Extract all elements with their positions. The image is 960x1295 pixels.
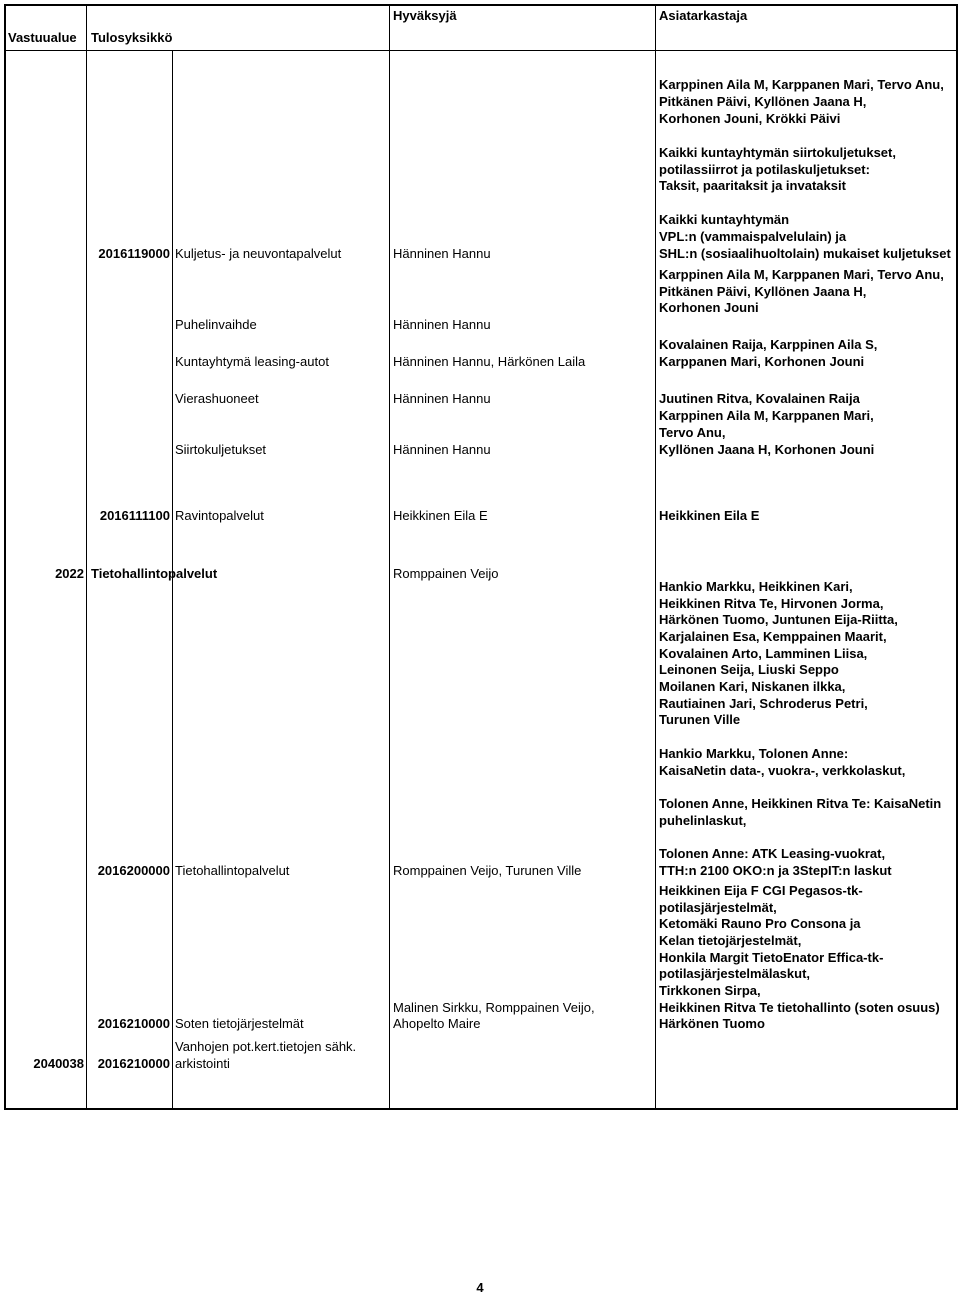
checker-line: potilasjärjestelmälaskut, bbox=[659, 966, 811, 981]
unit-name: Soten tietojärjestelmät bbox=[175, 1016, 304, 1031]
checker-line: Pitkänen Päivi, Kyllönen Jaana H, bbox=[659, 94, 867, 109]
unit-name: Siirtokuljetukset bbox=[175, 442, 267, 457]
unit-name: Vanhojen pot.kert.tietojen sähk. bbox=[175, 1039, 357, 1054]
header-divider bbox=[4, 50, 958, 51]
checker-line: Heikkinen Eila E bbox=[659, 508, 760, 523]
checker-line: SHL:n (sosiaalihuoltolain) mukaiset kuljetukset bbox=[659, 246, 951, 261]
checker-line: Kaikki kuntayhtymän bbox=[659, 212, 790, 227]
checker-line: Tolonen Anne: ATK Leasing-vuokrat, bbox=[659, 846, 886, 861]
approver: Ahopelto Maire bbox=[393, 1016, 481, 1031]
unit-name: Ravintopalvelut bbox=[175, 508, 264, 523]
checker-line: Heikkinen Ritva Te, Hirvonen Jorma, bbox=[659, 596, 884, 611]
approver: Romppainen Veijo, Turunen Ville bbox=[393, 863, 582, 878]
checker-line: KaisaNetin data-, vuokra-, verkkolaskut, bbox=[659, 763, 906, 778]
unit-name: Kuljetus- ja neuvontapalvelut bbox=[175, 246, 342, 261]
checker-line: Tolonen Anne, Heikkinen Ritva Te: KaisaNetin bbox=[659, 796, 942, 811]
checker-line: Karppinen Aila M, Karppanen Mari, bbox=[659, 408, 874, 423]
unit-code: 2016119000 bbox=[98, 246, 170, 261]
checker-line: Karppanen Mari, Korhonen Jouni bbox=[659, 354, 865, 369]
checker-line: Hankio Markku, Tolonen Anne: bbox=[659, 746, 849, 761]
unit-name: Vierashuoneet bbox=[175, 391, 259, 406]
header-asiatarkastaja: Asiatarkastaja bbox=[659, 8, 748, 23]
checker-line: Heikkinen Ritva Te tietohallinto (soten osuus) bbox=[659, 1000, 940, 1015]
checker-line: Kelan tietojärjestelmät, bbox=[659, 933, 802, 948]
area-code: 2040038 bbox=[33, 1056, 84, 1071]
checker-line: Karppinen Aila M, Karppanen Mari, Tervo Anu, bbox=[659, 77, 944, 92]
header-vastuualue: Vastuualue bbox=[8, 30, 77, 45]
approver: Romppainen Veijo bbox=[393, 566, 499, 581]
checker-line: Kovalainen Raija, Karppinen Aila S, bbox=[659, 337, 878, 352]
checker-line: VPL:n (vammaispalvelulain) ja bbox=[659, 229, 847, 244]
checker-line: Leinonen Seija, Liuski Seppo bbox=[659, 662, 839, 677]
checker-line: Juutinen Ritva, Kovalainen Raija bbox=[659, 391, 860, 406]
approver: Hänninen Hannu bbox=[393, 317, 491, 332]
area-code: 2022 bbox=[55, 566, 84, 581]
checker-line: Härkönen Tuomo, Juntunen Eija-Riitta, bbox=[659, 612, 898, 627]
checker-line: Moilanen Kari, Niskanen ilkka, bbox=[659, 679, 846, 694]
checker-line: Tervo Anu, bbox=[659, 425, 726, 440]
unit-name: arkistointi bbox=[175, 1056, 230, 1071]
page-number: 4 bbox=[476, 1280, 484, 1295]
checker-line: Härkönen Tuomo bbox=[659, 1016, 765, 1031]
checker-line: Kyllönen Jaana H, Korhonen Jouni bbox=[659, 442, 875, 457]
unit-code: 2016210000 bbox=[97, 1016, 170, 1031]
checker-line: TTH:n 2100 OKO:n ja 3StepIT:n laskut bbox=[659, 863, 892, 878]
checker-line: Korhonen Jouni bbox=[659, 300, 759, 315]
checker-line: Heikkinen Eija F CGI Pegasos-tk- bbox=[659, 883, 863, 898]
approver: Heikkinen Eila E bbox=[393, 508, 488, 523]
checker-line: Turunen Ville bbox=[659, 712, 741, 727]
checker-line: Karjalainen Esa, Kemppainen Maarit, bbox=[659, 629, 887, 644]
checker-line: potilasjärjestelmät, bbox=[659, 900, 777, 915]
checker-line: potilassiirrot ja potilaskuljetukset: bbox=[659, 162, 870, 177]
column-divider bbox=[655, 4, 656, 1110]
area-name: Tietohallintopalvelut bbox=[91, 566, 218, 581]
approver: Malinen Sirkku, Romppainen Veijo, bbox=[393, 1000, 595, 1015]
approver: Hänninen Hannu bbox=[393, 442, 491, 457]
checker-line: puhelinlaskut, bbox=[659, 813, 747, 828]
checker-line: Ketomäki Rauno Pro Consona ja bbox=[659, 916, 861, 931]
checker-line: Tirkkonen Sirpa, bbox=[659, 983, 761, 998]
checker-line: Korhonen Jouni, Krökki Päivi bbox=[659, 111, 841, 126]
approver: Hänninen Hannu, Härkönen Laila bbox=[393, 354, 586, 369]
checker-line: Kovalainen Arto, Lamminen Liisa, bbox=[659, 646, 868, 661]
unit-name: Kuntayhtymä leasing-autot bbox=[175, 354, 329, 369]
approver: Hänninen Hannu bbox=[393, 246, 491, 261]
header-hyvaksyja: Hyväksyjä bbox=[393, 8, 457, 23]
unit-code: 2016111100 bbox=[99, 508, 170, 523]
checker-line: Honkila Margit TietoEnator Effica-tk- bbox=[659, 950, 884, 965]
checker-line: Karppinen Aila M, Karppanen Mari, Tervo Anu, bbox=[659, 267, 944, 282]
unit-name: Tietohallintopalvelut bbox=[175, 863, 290, 878]
unit-name: Puhelinvaihde bbox=[175, 317, 257, 332]
unit-code: 2016200000 bbox=[97, 863, 170, 878]
header-tulosyksikko: Tulosyksikkö bbox=[91, 30, 173, 45]
checker-line: Taksit, paaritaksit ja invataksit bbox=[659, 178, 846, 193]
checker-line: Rautiainen Jari, Schroderus Petri, bbox=[659, 696, 868, 711]
checker-line: Pitkänen Päivi, Kyllönen Jaana H, bbox=[659, 284, 867, 299]
unit-code: 2016210000 bbox=[97, 1056, 170, 1071]
column-divider bbox=[389, 4, 390, 1110]
approver: Hänninen Hannu bbox=[393, 391, 491, 406]
checker-line: Hankio Markku, Heikkinen Kari, bbox=[659, 579, 853, 594]
column-divider bbox=[86, 4, 87, 1110]
checker-line: Kaikki kuntayhtymän siirtokuljetukset, bbox=[659, 145, 896, 160]
